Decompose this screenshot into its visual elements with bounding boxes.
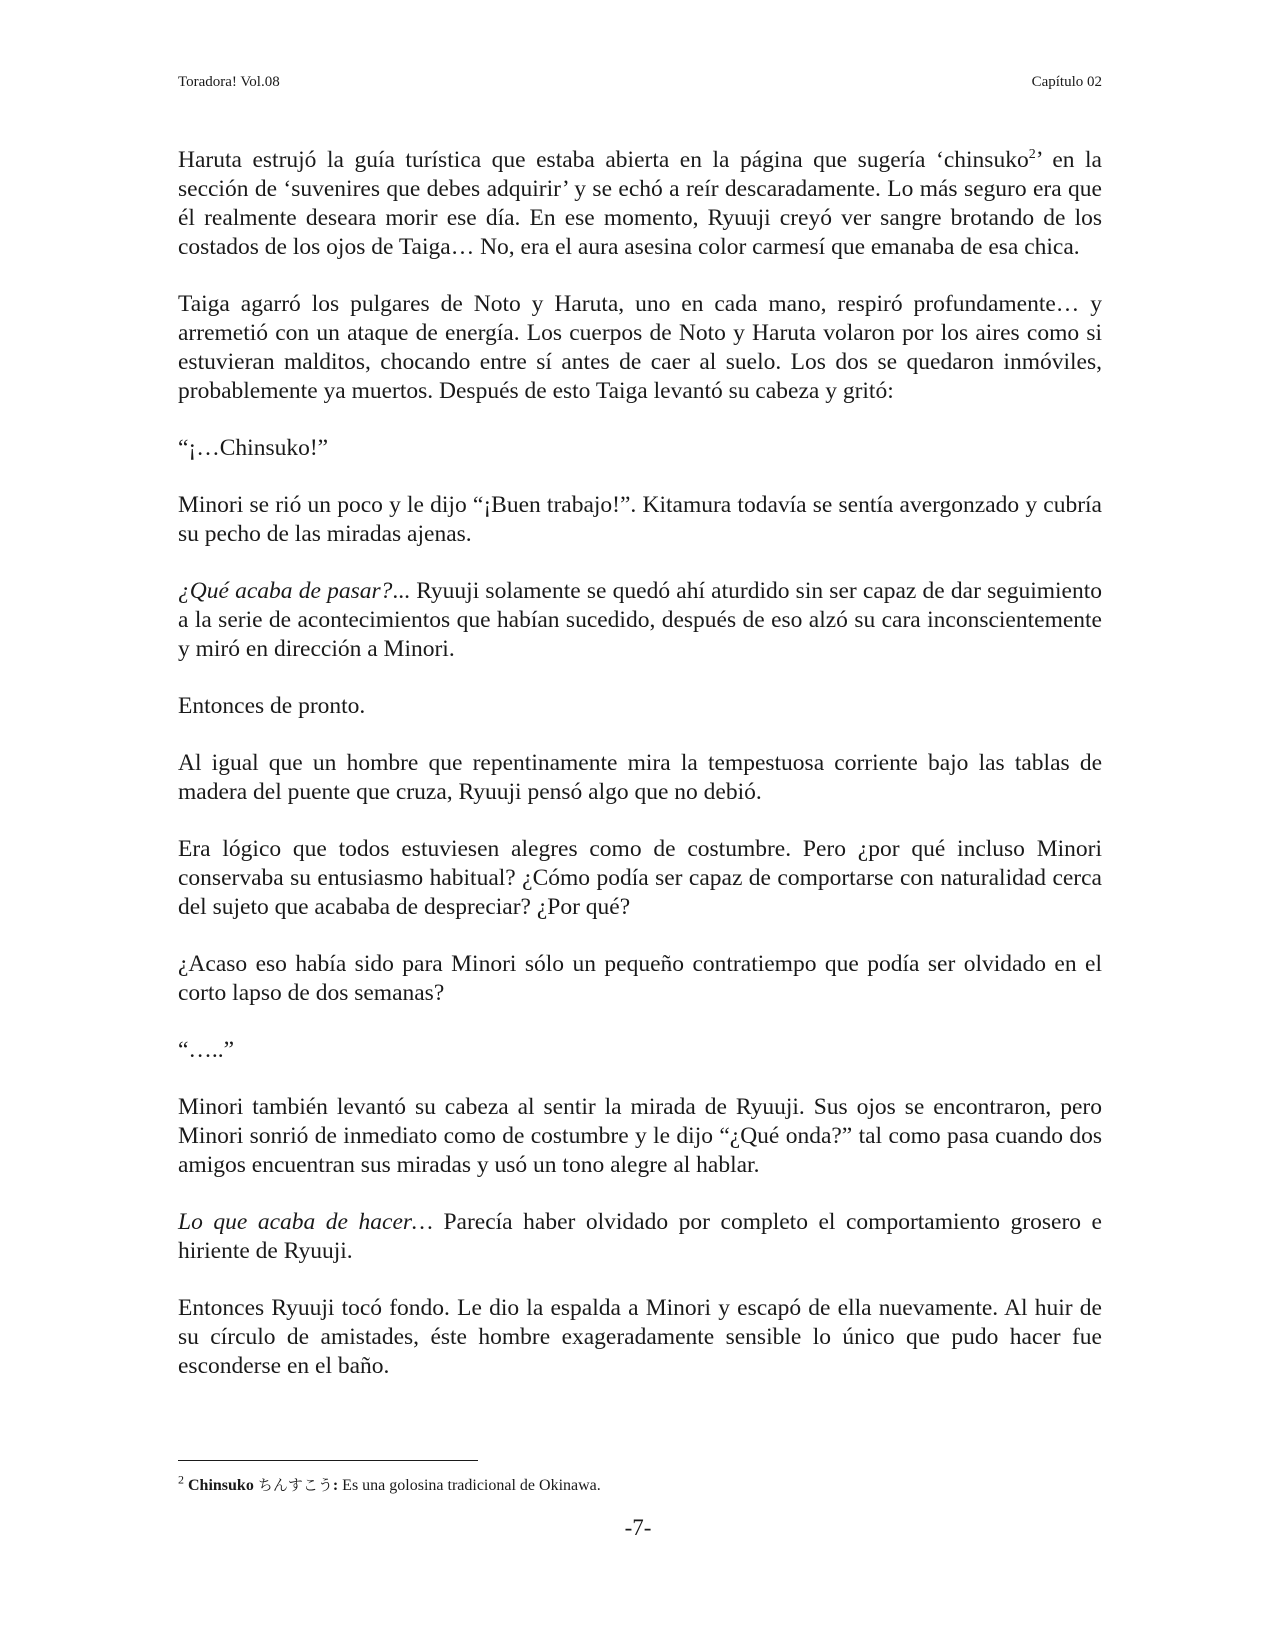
footnote-term: Chinsuko xyxy=(188,1477,254,1494)
paragraph-8: Era lógico que todos estuviesen alegres como de costumbre. Pero ¿por qué incluso Minori conservaba su entusiasmo habitual? ¿Cómo podía ser capaz de comportarse con naturalidad cerca del sujeto que acababa de despreciar? ¿Por qué? xyxy=(178,836,1102,920)
paragraph-9: ¿Acaso eso había sido para Minori sólo un pequeño contratiempo que podía ser olvidado en el corto lapso de dos semanas? xyxy=(178,951,1102,1006)
paragraph-4: Minori se rió un poco y le dijo “¡Buen trabajo!”. Kitamura todavía se sentía avergonzado y cubría su pecho de las miradas ajenas. xyxy=(178,492,1102,547)
paragraph-12 xyxy=(178,1208,1102,1266)
paragraph-10: “…..” xyxy=(178,1037,235,1063)
paragraph-11: Minori también levantó su cabeza al sentir la mirada de Ryuuji. Sus ojos se encontraron, pero Minori sonrió de inmediato como de costumbre y le dijo “¿Qué onda?” tal como pasa cuando dos amigos encuentran sus miradas y usó un tono alegre al hablar. xyxy=(178,1094,1102,1178)
paragraph-6: Entonces de pronto. xyxy=(178,693,366,719)
footnote-divider xyxy=(178,1460,478,1461)
footnote-text: Es una golosina tradicional de Okinawa. xyxy=(338,1477,601,1494)
paragraph-12-rest: Parecía haber olvidado por completo el comportamiento grosero e hiriente de Ryuuji. xyxy=(178,1209,1102,1264)
paragraph-12-italic: Lo que acaba de hacer… xyxy=(178,1209,433,1235)
footnote-mark: 2 xyxy=(178,1472,184,1487)
header-chapter: Capítulo 02 xyxy=(1031,74,1102,90)
paragraph-5 xyxy=(178,577,1102,664)
footnote xyxy=(178,1474,1102,1497)
paragraph-13: Entonces Ryuuji tocó fondo. Le dio la espalda a Minori y escapó de ella nuevamente. Al huir de su círculo de amistades, éste hombre exageradamente sensible lo único que pudo hacer fue esconderse en el baño. xyxy=(178,1295,1102,1379)
header-book-title: Toradora! Vol.08 xyxy=(178,74,280,90)
paragraph-7: Al igual que un hombre que repentinamente mira la tempestuosa corriente bajo las tablas de madera del puente que cruza, Ryuuji pensó algo que no debió. xyxy=(178,750,1102,805)
running-header xyxy=(178,72,1102,92)
paragraph-1 xyxy=(178,146,1102,262)
footnote-japanese: ちんすこう xyxy=(257,1476,333,1494)
page-number: -7- xyxy=(624,1515,652,1540)
paragraph-3: “¡…Chinsuko!” xyxy=(178,435,329,461)
paragraph-5-italic: ¿Qué acaba de pasar? xyxy=(178,578,393,604)
paragraph-2: Taiga agarró los pulgares de Noto y Haruta, uno en cada mano, respiró profundamente… y arremetió con un ataque de energía. Los cuerpos de Noto y Haruta volaron por los aires como si estuvieran malditos, chocando entre sí antes de caer al suelo. Los dos se quedaron inmóviles, probablemente ya muertos. Después de esto Taiga levantó su cabeza y gritó: xyxy=(178,291,1102,404)
body-text xyxy=(178,146,1102,1381)
footnote-colon: : xyxy=(332,1477,339,1494)
paragraph-5-rest: ... Ryuuji solamente se quedó ahí aturdido sin ser capaz de dar seguimiento a la serie de acontecimientos que habían sucedido, después de eso alzó su cara inconscientemente y miró en dirección a Minori. xyxy=(178,578,1102,662)
footnote-reference: 2 xyxy=(1028,147,1036,163)
paragraph-1-end: ’ en la sección de ‘suvenires que debes adquirir’ y se echó a reír descaradamente. Lo más seguro era que él realmente deseara morir ese día. En ese momento, Ryuuji creyó ver sangre brotando de los costados de los ojos de Taiga… No, era el aura asesina color carmesí que emanaba de esa chica. xyxy=(178,147,1102,260)
paragraph-1-start: Haruta estrujó la guía turística que estaba abierta en la página que sugería ‘chinsuko xyxy=(178,147,1029,173)
